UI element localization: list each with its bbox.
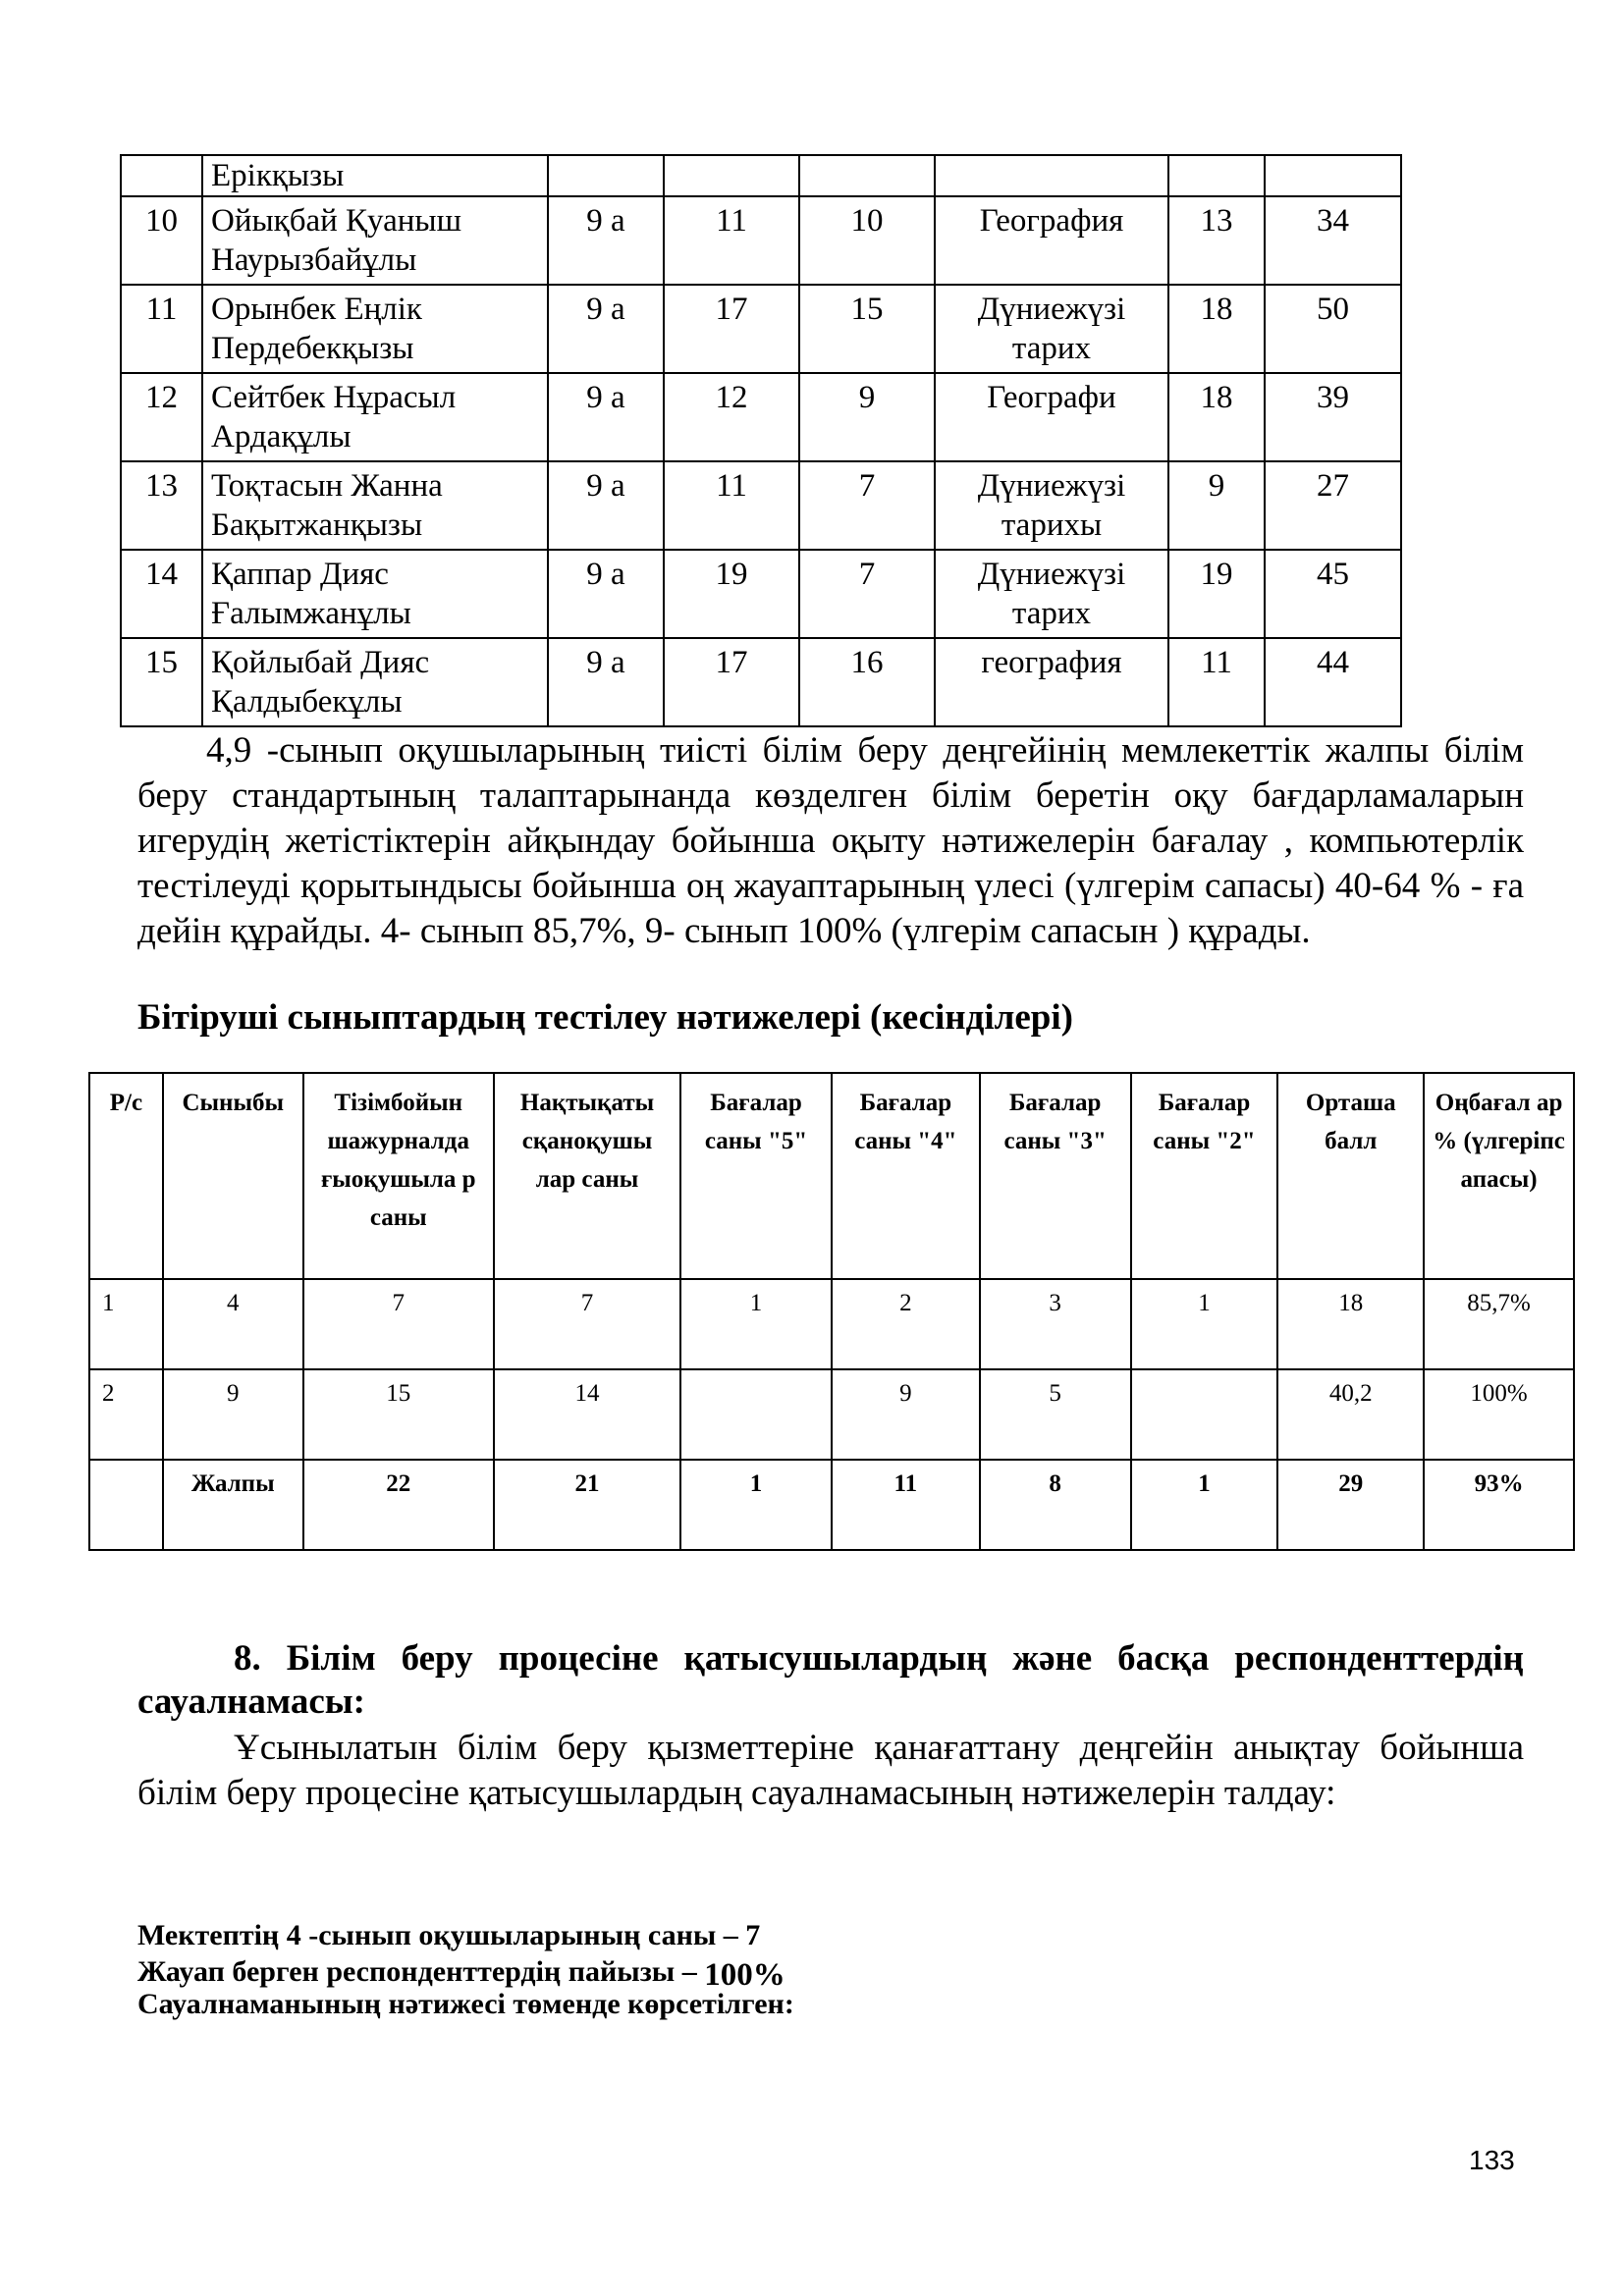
results-row-cell: 3 [980,1279,1131,1369]
student-cell-b: 9 [799,373,935,461]
results-header-row-cell: Нақтықаты сқаноқушы лар саны [494,1073,680,1279]
respondents-percent-label: Жауап берген респонденттердің пайызы – [137,1955,697,1988]
graduates-heading: Бітіруші сыныптардың тестілеу нәтижелері (кесінділері) [137,997,1073,1038]
student-cell-subject [935,155,1168,196]
student-cell-num: 15 [121,638,202,726]
results-total-row-cell: 1 [1131,1460,1278,1550]
results-header-row-cell: Бағалар саны "4" [832,1073,980,1279]
student-cell-c: 19 [1168,550,1265,638]
student-cell-name: Сейтбек Нұрасыл Ардақұлы [202,373,548,461]
student-cell-d [1265,155,1401,196]
student-cell-c: 9 [1168,461,1265,550]
student-cell-b: 7 [799,550,935,638]
student-cell-a: 19 [664,550,799,638]
results-row-cell: 1 [89,1279,163,1369]
results-row-cell [1131,1369,1278,1460]
students-count-line: Мектептің 4 -сынып оқушыларының саны – 7 [137,1919,761,1951]
student-cell-class: 9 а [548,638,664,726]
results-row-cell: 40,2 [1277,1369,1424,1460]
student-cell-class: 9 а [548,196,664,285]
results-total-row-cell: 8 [980,1460,1131,1550]
student-row [121,550,1401,638]
results-header-row-cell: Бағалар саны "2" [1131,1073,1278,1279]
student-cell-name: Ерікқызы [202,155,548,196]
results-total-row-cell: 1 [680,1460,832,1550]
student-cell-class [548,155,664,196]
student-cell-b: 7 [799,461,935,550]
section-8-title-text: 8. Білім беру процесіне қатысушылардың және басқа респонденттердің сауалнамасы: [137,1638,1524,1722]
student-row [121,461,1401,550]
student-cell-subject: Дүниежүзі тарих [935,550,1168,638]
student-cell-d: 27 [1265,461,1401,550]
student-cell-a: 12 [664,373,799,461]
respondents-percent-line [137,1953,785,1993]
student-cell-b: 16 [799,638,935,726]
student-cell-d: 34 [1265,196,1401,285]
student-row [121,196,1401,285]
student-cell-a: 11 [664,196,799,285]
student-cell-a: 11 [664,461,799,550]
student-cell-num: 11 [121,285,202,373]
results-row-cell: 14 [494,1369,680,1460]
results-row-cell: 2 [832,1279,980,1369]
student-cell-name: Қойлыбай Дияс Қалдыбекұлы [202,638,548,726]
student-cell-d: 39 [1265,373,1401,461]
student-cell-name: Орынбек Еңлік Пердебекқызы [202,285,548,373]
student-cell-class: 9 а [548,550,664,638]
student-cell-class: 9 а [548,285,664,373]
student-cell-c: 13 [1168,196,1265,285]
student-cell-num [121,155,202,196]
results-row-cell: 1 [1131,1279,1278,1369]
results-header-row-cell: Тізімбойын шажурналда ғыоқушыла р саны [303,1073,494,1279]
results-header-row [89,1073,1574,1279]
student-cell-subject: Дүниежүзі тарих [935,285,1168,373]
results-header-row-cell: Оңбағал ар % (үлгеріпс апасы) [1424,1073,1574,1279]
graduates-results-table [88,1072,1575,1551]
results-row-cell: 100% [1424,1369,1574,1460]
results-total-row [89,1460,1574,1550]
student-cell-class: 9 а [548,373,664,461]
results-row-cell: 9 [163,1369,303,1460]
results-row-cell: 7 [494,1279,680,1369]
student-cell-b: 15 [799,285,935,373]
results-header-row-cell: Орташа балл [1277,1073,1424,1279]
student-cell-d: 44 [1265,638,1401,726]
student-cell-d: 45 [1265,550,1401,638]
results-header-row-cell: Р/с [89,1073,163,1279]
student-row [121,285,1401,373]
students-table [120,154,1402,727]
student-cell-subject: География [935,196,1168,285]
student-cell-c [1168,155,1265,196]
results-total-row-cell: 93% [1424,1460,1574,1550]
student-cell-subject: география [935,638,1168,726]
results-row-cell [680,1369,832,1460]
results-row [89,1279,1574,1369]
results-row-cell: 1 [680,1279,832,1369]
results-header-row-cell: Бағалар саны "5" [680,1073,832,1279]
student-row [121,155,1401,196]
student-cell-a: 17 [664,638,799,726]
student-cell-d: 50 [1265,285,1401,373]
student-cell-num: 13 [121,461,202,550]
student-cell-a: 17 [664,285,799,373]
student-cell-num: 12 [121,373,202,461]
results-paragraph [137,728,1524,954]
student-row [121,638,1401,726]
student-cell-subject: Географи [935,373,1168,461]
student-cell-name: Ойықбай Қуаныш Наурызбайұлы [202,196,548,285]
results-row-cell: 5 [980,1369,1131,1460]
page-number: 133 [1469,2145,1515,2175]
results-total-row-cell [89,1460,163,1550]
results-total-row-cell: Жалпы [163,1460,303,1550]
results-paragraph-text: 4,9 -сынып оқушыларының тиісті білім беру деңгейінің мемлекеттік жалпы білім беру стандартының талаптарынанда көзделген білім беретін оқу бағдарламаларын игерудің жетістіктерін айқындау бойынша оқыту нәтижелерін бағалау , компьютерлік тестілеуді қорытындысы бойынша оң жауаптарының үлесі (үлгерім сапасы) 40-64 % - ға дейін құрайды. 4- сынып 85,7%, 9- сынып 100% (үлгерім сапасын ) құрады. [137,730,1524,951]
respondents-percent-value: 100% [704,1957,785,1993]
results-row-cell: 18 [1277,1279,1424,1369]
results-row-cell: 7 [303,1279,494,1369]
results-header-row-cell: Бағалар саны "3" [980,1073,1131,1279]
student-row [121,373,1401,461]
results-row-cell: 15 [303,1369,494,1460]
student-cell-num: 14 [121,550,202,638]
student-cell-name: Тоқтасын Жанна Бақытжанқызы [202,461,548,550]
student-cell-class: 9 а [548,461,664,550]
section-8-text [137,1726,1524,1816]
results-total-row-cell: 21 [494,1460,680,1550]
section-8-text-body: Ұсынылатын білім беру қызметтеріне қанағаттану деңгейін анықтау бойынша білім беру процесіне қатысушылардың сауалнамасының нәтижелерін талдау: [137,1728,1524,1813]
section-8-title [137,1637,1524,1724]
student-cell-c: 11 [1168,638,1265,726]
results-row-cell: 85,7% [1424,1279,1574,1369]
results-total-row-cell: 22 [303,1460,494,1550]
student-cell-num: 10 [121,196,202,285]
student-cell-subject: Дүниежүзі тарихы [935,461,1168,550]
results-total-row-cell: 29 [1277,1460,1424,1550]
results-row-cell: 2 [89,1369,163,1460]
student-cell-c: 18 [1168,373,1265,461]
student-cell-b: 10 [799,196,935,285]
student-cell-a [664,155,799,196]
results-row-cell: 9 [832,1369,980,1460]
results-header-row-cell: Сыныбы [163,1073,303,1279]
results-row-cell: 4 [163,1279,303,1369]
results-total-row-cell: 11 [832,1460,980,1550]
results-row [89,1369,1574,1460]
student-cell-b [799,155,935,196]
student-cell-name: Қаппар Дияс Ғалымжанұлы [202,550,548,638]
survey-results-line: Сауалнаманының нәтижесі төменде көрсетілген: [137,1988,794,2020]
student-cell-c: 18 [1168,285,1265,373]
